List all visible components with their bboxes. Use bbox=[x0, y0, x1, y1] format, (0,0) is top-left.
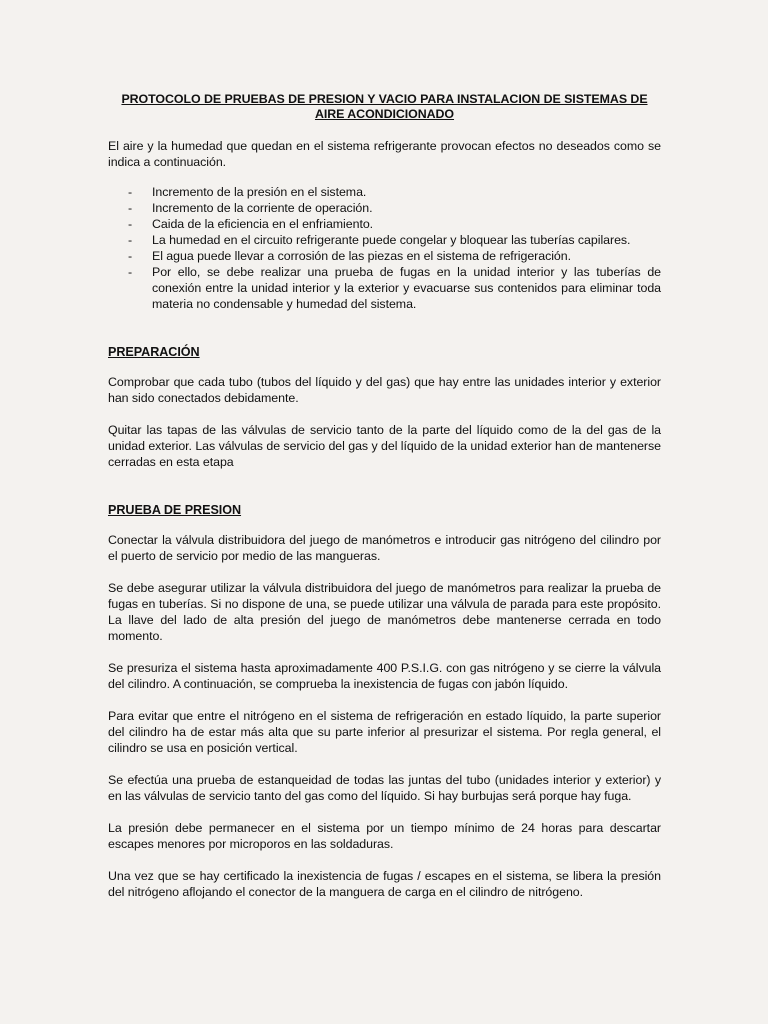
prueba-paragraph-5: Se efectúa una prueba de estanqueidad de todas las juntas del tubo (unidades interior y exterior) y en las válvulas de servicio tanto del gas como del líquido. Si hay burbujas será porque hay fuga. bbox=[108, 773, 661, 803]
document-title: PROTOCOLO DE PRUEBAS DE PRESION Y VACIO PARA INSTALACION DE SISTEMAS DE AIRE ACONDICIONADO bbox=[121, 92, 648, 121]
prueba-paragraph-3: Se presuriza el sistema hasta aproximadamente 400 P.S.I.G. con gas nitrógeno y se cierre la válvula del cilindro. A continuación, se comprueba la inexistencia de fugas con jabón líquido. bbox=[108, 661, 661, 691]
list-item bbox=[108, 232, 661, 248]
prueba-paragraph-2: Se debe asegurar utilizar la válvula distribuidora del juego de manómetros para realizar la prueba de fugas en tuberías. Si no dispone de una, se puede utilizar una válvula de parada para este propósito. La llave del lado de alta presión del juego de manómetros debe mantenerse cerrada en todo momento. bbox=[108, 581, 661, 643]
bullet-marker: - bbox=[128, 201, 133, 215]
list-item bbox=[108, 184, 661, 200]
prueba-paragraph-6: La presión debe permanecer en el sistema por un tiempo mínimo de 24 horas para descartar escapes menores por microporos en las soldaduras. bbox=[108, 821, 661, 851]
bullet-marker: - bbox=[128, 217, 133, 231]
bullet-marker: - bbox=[128, 233, 133, 247]
list-item bbox=[108, 200, 661, 216]
prueba-paragraph-7: Una vez que se hay certificado la inexistencia de fugas / escapes en el sistema, se libera la presión del nitrógeno aflojando el conector de la manguera de carga en el cilindro de nitrógeno. bbox=[108, 869, 661, 899]
effects-list bbox=[108, 184, 661, 312]
list-item bbox=[108, 264, 661, 312]
section-heading-preparacion: PREPARACIÓN bbox=[108, 345, 200, 359]
list-item-text: Incremento de la corriente de operación. bbox=[152, 201, 373, 215]
bullet-marker: - bbox=[128, 265, 133, 279]
list-item-text: La humedad en el circuito refrigerante puede congelar y bloquear las tuberías capilares. bbox=[152, 233, 631, 247]
preparacion-paragraph-2: Quitar las tapas de las válvulas de servicio tanto de la parte del líquido como de la del gas de la unidad exterior. Las válvulas de servicio del gas y del líquido de la unidad exterior han de mantenerse cerradas en esta etapa bbox=[108, 423, 661, 469]
list-item-text: Por ello, se debe realizar una prueba de fugas en la unidad interior y las tuberías de conexión entre la unidad interior y la exterior y evacuarse sus contenidos para eliminar toda materia no condensable y humedad del sistema. bbox=[152, 265, 661, 311]
list-item bbox=[108, 216, 661, 232]
intro-paragraph: El aire y la humedad que quedan en el sistema refrigerante provocan efectos no deseados como se indica a continuación. bbox=[108, 139, 661, 169]
bullet-marker: - bbox=[128, 249, 133, 263]
list-item-text: Incremento de la presión en el sistema. bbox=[152, 185, 367, 199]
list-item-text: Caida de la eficiencia en el enfriamiento. bbox=[152, 217, 374, 231]
list-item-text: El agua puede llevar a corrosión de las piezas en el sistema de refrigeración. bbox=[152, 249, 571, 263]
bullet-marker: - bbox=[128, 185, 133, 199]
document-body bbox=[108, 92, 661, 900]
prueba-paragraph-1: Conectar la válvula distribuidora del juego de manómetros e introducir gas nitrógeno del cilindro por el puerto de servicio por medio de las mangueras. bbox=[108, 533, 661, 563]
prueba-paragraph-4: Para evitar que entre el nitrógeno en el sistema de refrigeración en estado líquido, la parte superior del cilindro ha de estar más alta que su parte inferior al presurizar el sistema. Por regla general, el cilindro se usa en posición vertical. bbox=[108, 709, 661, 755]
preparacion-paragraph-1: Comprobar que cada tubo (tubos del líquido y del gas) que hay entre las unidades interior y exterior han sido conectados debidamente. bbox=[108, 375, 661, 405]
section-heading-prueba-presion: PRUEBA DE PRESION bbox=[108, 503, 242, 517]
list-item bbox=[108, 248, 661, 264]
